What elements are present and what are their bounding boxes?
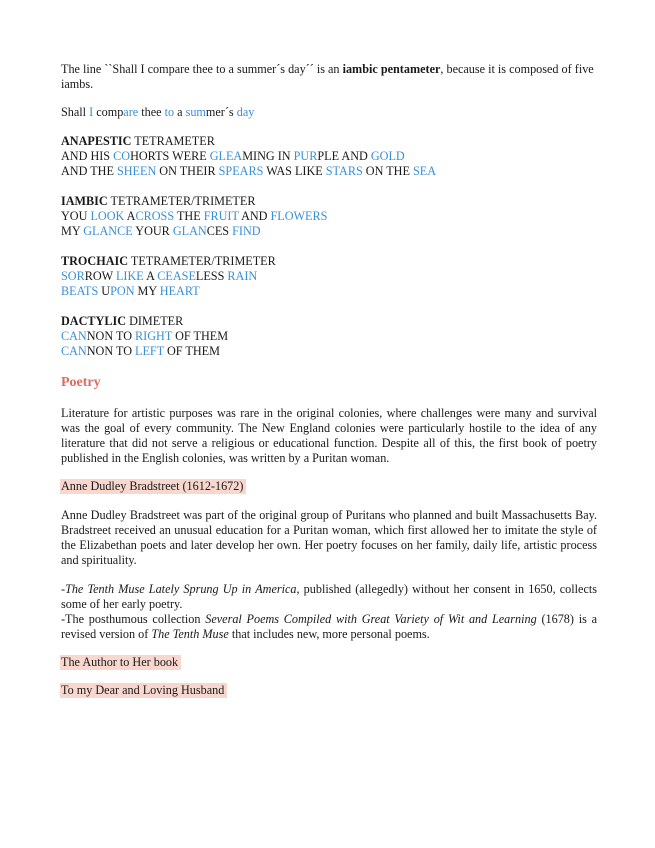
note2-title-2: The Tenth Muse (151, 627, 229, 641)
unstressed-text: AND HIS (61, 149, 114, 163)
unstressed-text: mer´s (205, 105, 237, 119)
unstressed-text: AND (238, 209, 271, 223)
meter-block-dactylic (61, 314, 597, 359)
note2-text-end: that includes new, more personal poems. (228, 627, 430, 641)
stressed-syllable: RAIN (227, 269, 258, 283)
stressed-syllable: BEATS (61, 284, 99, 298)
meter-title (61, 194, 597, 209)
note1-title: The Tenth Muse Lately Sprung Up in America (65, 582, 297, 596)
stressed-syllable: GLAN (172, 224, 207, 238)
verse-line (61, 344, 597, 359)
note1-prefix: - (61, 582, 66, 596)
meter-block-trochaic (61, 254, 597, 299)
meter-name: TROCHAIC (61, 254, 129, 268)
stressed-syllable: SPEARS (218, 164, 264, 178)
unstressed-text: PLE AND (317, 149, 371, 163)
stressed-syllable: PUR (293, 149, 318, 163)
author-tag-line (61, 479, 597, 494)
unstressed-text: OF THEM (172, 329, 229, 343)
stressed-syllable: FLOWERS (270, 209, 328, 223)
meter-title (61, 314, 597, 329)
stressed-syllable: RIGHT (135, 329, 173, 343)
verse-line (61, 164, 597, 179)
intro-prefix: The line ``Shall I compare thee to a summer´s day´´ is an (61, 62, 343, 76)
unstressed-text: U (98, 284, 111, 298)
stressed-syllable: to (164, 105, 175, 119)
stressed-syllable: LIKE (115, 269, 144, 283)
author-bio-paragraph: Anne Dudley Bradstreet was part of the original group of Puritans who planned and built Massachusetts Bay. Bradstreet received an unusual education for a Puritan woman, which first allowed her to imitate the style of the Elizabethan poets and later develop her own. Her poetry focuses on her family, daily life, artistic process and spirituality. (61, 508, 597, 567)
stressed-syllable: HEART (159, 284, 200, 298)
stressed-syllable: GLEA (209, 149, 243, 163)
poem-link-line-1 (61, 655, 597, 670)
meter-type: TETRAMETER/TRIMETER (128, 254, 276, 268)
unstressed-text: LESS (195, 269, 228, 283)
meter-title (61, 254, 597, 269)
unstressed-text: YOUR (132, 224, 173, 238)
document-page (61, 62, 597, 698)
note2-text: (1678) is a revised version of (61, 612, 597, 641)
stressed-syllable: day (236, 105, 255, 119)
stressed-syllable: GLANCE (83, 224, 133, 238)
intro-suffix: , because it is composed of five iambs. (61, 62, 594, 91)
unstressed-text: YOU (61, 209, 91, 223)
verse-line (61, 149, 597, 164)
unstressed-text: OF THEM (163, 344, 220, 358)
unstressed-text: thee (138, 105, 165, 119)
stressed-syllable: CO (113, 149, 131, 163)
stressed-syllable: SOR (61, 269, 85, 283)
unstressed-text: comp (93, 105, 124, 119)
unstressed-text: MING IN (242, 149, 294, 163)
note2-title: Several Poems Compiled with Great Variety of Wit and Learning (205, 612, 537, 626)
meter-type: DIMETER (126, 314, 184, 328)
unstressed-text: MY (134, 284, 160, 298)
stressed-syllable: FRUIT (203, 209, 239, 223)
unstressed-text: A (143, 269, 158, 283)
stressed-syllable: are (123, 105, 139, 119)
unstressed-text: HORTS WERE (130, 149, 210, 163)
stressed-syllable: STARS (325, 164, 363, 178)
stressed-syllable: CAN (61, 329, 87, 343)
unstressed-text: ROW (84, 269, 116, 283)
verse-line (61, 329, 597, 344)
stressed-syllable: CEASE (157, 269, 196, 283)
unstressed-text: Shall (61, 105, 90, 119)
unstressed-text: WAS LIKE (263, 164, 326, 178)
meter-type: TETRAMETER (131, 134, 215, 148)
unstressed-text: NON TO (86, 344, 136, 358)
stressed-syllable: LEFT (135, 344, 164, 358)
unstressed-text: ON THE (362, 164, 413, 178)
poetry-intro-paragraph: Literature for artistic purposes was rare in the original colonies, where challenges were many and survival was the goal of every community. The New England colonies were particularly hostile to the idea of any literature that did not serve a religious or educational function. Despite all of this, the first book of poetry published in the English colonies, was written by a Puritan woman. (61, 406, 597, 465)
stressed-syllable: LOOK (90, 209, 125, 223)
stressed-syllable: SEA (412, 164, 436, 178)
stressed-syllable: FIND (232, 224, 261, 238)
unstressed-text: MY (61, 224, 84, 238)
stressed-syllable: I (89, 105, 94, 119)
poem-link-line-2 (61, 683, 597, 698)
verse-line (61, 209, 597, 224)
verse-line (61, 284, 597, 299)
note1-text: , published (allegedly) without her consent in 1650, collects some of her early poetry. (61, 582, 597, 611)
stressed-syllable: CAN (61, 344, 87, 358)
stressed-syllable: GOLD (370, 149, 405, 163)
meter-block-iambic (61, 194, 597, 239)
meter-type: TETRAMETER/TRIMETER (107, 194, 256, 208)
iamb-example-line (61, 105, 597, 120)
stressed-syllable: CROSS (135, 209, 175, 223)
meter-examples (61, 134, 597, 359)
unstressed-text: CES (206, 224, 233, 238)
unstressed-text: a (174, 105, 186, 119)
note2-prefix: -The posthumous collection (61, 612, 206, 626)
unstressed-text: AND THE (61, 164, 117, 178)
poem-link-author-to-her-book[interactable]: The Author to Her book (60, 655, 181, 670)
meter-title (61, 134, 597, 149)
verse-line (61, 224, 597, 239)
meter-name: IAMBIC (61, 194, 108, 208)
stressed-syllable: sum (185, 105, 206, 119)
unstressed-text: ON THEIR (156, 164, 219, 178)
section-heading-poetry: Poetry (61, 375, 101, 390)
poem-link-dear-loving-husband[interactable]: To my Dear and Loving Husband (60, 683, 227, 698)
stressed-syllable: SHEEN (116, 164, 157, 178)
unstressed-text: A (124, 209, 136, 223)
verse-line (61, 269, 597, 284)
unstressed-text: THE (174, 209, 204, 223)
meter-name: DACTYLIC (61, 314, 127, 328)
intro-bold-term: iambic pentameter (342, 62, 441, 76)
works-notes (61, 582, 597, 642)
unstressed-text: NON TO (86, 329, 136, 343)
meter-block-anapestic (61, 134, 597, 179)
intro-paragraph (61, 62, 597, 92)
meter-name: ANAPESTIC (61, 134, 132, 148)
stressed-syllable: PON (110, 284, 135, 298)
author-tag[interactable]: Anne Dudley Bradstreet (1612-1672) (60, 479, 246, 494)
